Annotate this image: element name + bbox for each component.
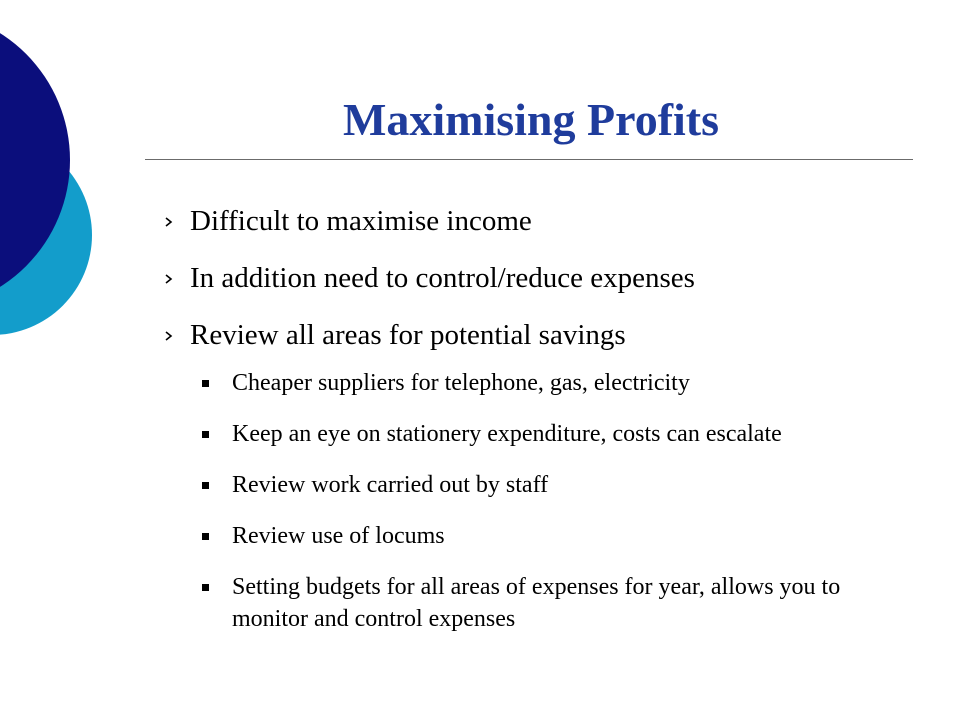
square-bullet-icon (202, 533, 209, 540)
bullet-item-1 (160, 203, 900, 239)
sub-bullet-text: Review work carried out by staff (232, 472, 549, 498)
bullet-item-2 (160, 260, 900, 296)
arrow-bullet-icon (164, 331, 174, 341)
slide-title: Maximising Profits (342, 94, 720, 145)
sub-bullet-item-3 (160, 469, 900, 501)
sub-bullet-text: Keep an eye on stationery expenditure, costs can escalate (232, 421, 782, 447)
square-bullet-icon (202, 584, 209, 591)
dark-blue-circle (0, 10, 70, 310)
bullet-list (160, 203, 900, 654)
sub-bullet-item-4 (160, 520, 900, 552)
bullet-text: Review all areas for potential savings (190, 319, 626, 351)
bullet-item-3 (160, 317, 900, 353)
sub-bullet-text: Review use of locums (232, 523, 445, 549)
bullet-text: In addition need to control/reduce expenses (190, 262, 695, 294)
arrow-bullet-icon (164, 217, 174, 227)
sub-bullet-item-1 (160, 367, 900, 399)
arrow-bullet-icon (164, 274, 174, 284)
sub-bullet-item-5 (160, 571, 900, 635)
sub-bullet-item-2 (160, 418, 900, 450)
square-bullet-icon (202, 431, 209, 438)
light-blue-circle (0, 135, 92, 335)
bullet-text: Difficult to maximise income (190, 205, 532, 237)
sub-bullet-text: Setting budgets for all areas of expenses for year, allows you to monitor and control expenses (232, 574, 841, 632)
square-bullet-icon (202, 482, 209, 489)
square-bullet-icon (202, 380, 209, 387)
title-divider (145, 159, 913, 160)
sub-bullet-text: Cheaper suppliers for telephone, gas, electricity (232, 370, 690, 396)
